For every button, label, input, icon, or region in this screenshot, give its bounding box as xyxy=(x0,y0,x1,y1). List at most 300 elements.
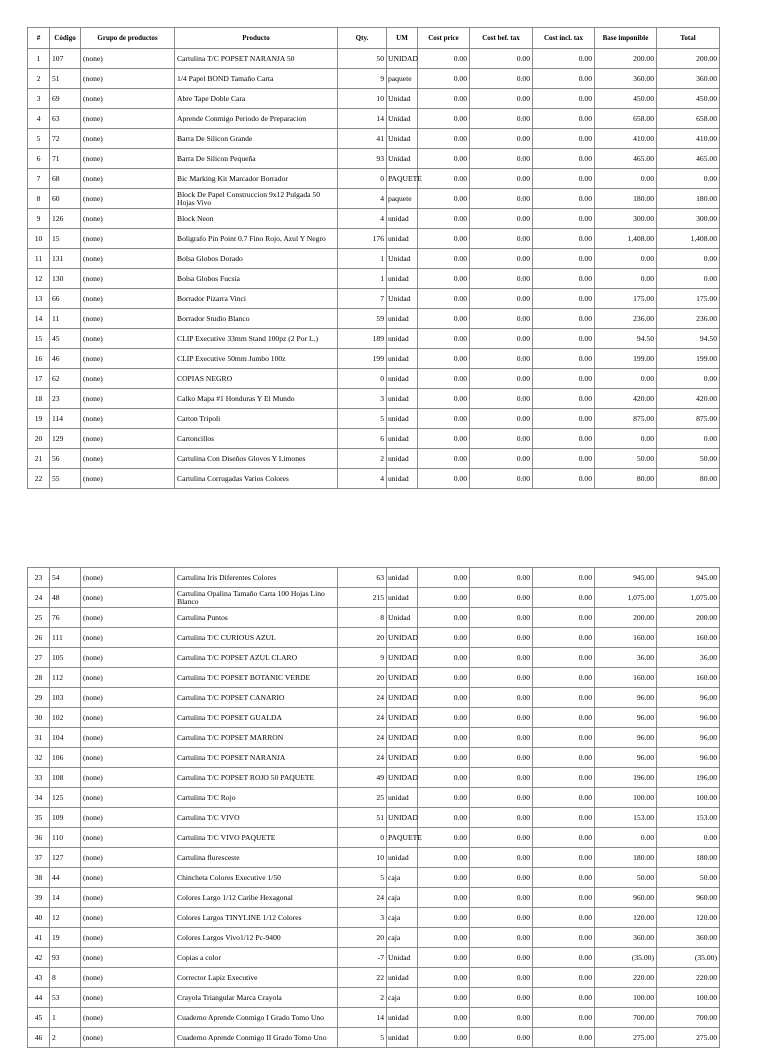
cost-before-tax-cell: 0.00 xyxy=(470,888,533,908)
cost-price-cell: 0.00 xyxy=(418,309,470,329)
product-code-cell: 1 xyxy=(50,1008,81,1028)
cost-before-tax-cell: 0.00 xyxy=(470,249,533,269)
total-cell: 360.00 xyxy=(657,928,720,948)
product-name-cell: Bic Marking Kit Marcador Borrador xyxy=(175,169,338,189)
product-name-cell: Cartulina Corrugadas Varios Colores xyxy=(175,469,338,489)
total-cell: 0.00 xyxy=(657,828,720,848)
table-row xyxy=(28,149,720,169)
product-name-cell: Block De Papel Construccion 9x12 Pulgada 50 Hojas Vivo xyxy=(175,189,338,209)
quantity-cell: 20 xyxy=(338,668,387,688)
cost-price-cell: 0.00 xyxy=(418,588,470,608)
quantity-cell: 9 xyxy=(338,69,387,89)
unit-of-measure-cell: unidad xyxy=(387,848,418,868)
cost-before-tax-cell: 0.00 xyxy=(470,329,533,349)
row-number-cell: 36 xyxy=(28,828,50,848)
product-code-cell: 45 xyxy=(50,329,81,349)
quantity-cell: 3 xyxy=(338,908,387,928)
inventory-table-page-1 xyxy=(27,27,720,489)
taxable-base-cell: 0.00 xyxy=(595,369,657,389)
total-cell: 465.00 xyxy=(657,149,720,169)
cost-price-cell: 0.00 xyxy=(418,888,470,908)
cost-before-tax-cell: 0.00 xyxy=(470,608,533,628)
product-group-cell: (none) xyxy=(81,948,175,968)
unit-of-measure-cell: Unidad xyxy=(387,89,418,109)
column-header-quantity: Qty. xyxy=(338,28,387,49)
cost-before-tax-cell: 0.00 xyxy=(470,728,533,748)
table-row xyxy=(28,848,720,868)
row-number-cell: 40 xyxy=(28,908,50,928)
total-cell: (35.00) xyxy=(657,948,720,968)
quantity-cell: 24 xyxy=(338,688,387,708)
cost-price-cell: 0.00 xyxy=(418,808,470,828)
unit-of-measure-cell: UNIDAD xyxy=(387,648,418,668)
cost-price-cell: 0.00 xyxy=(418,968,470,988)
unit-of-measure-cell: UNIDAD xyxy=(387,49,418,69)
product-name-cell: Cartulina T/C POPSET MARRON xyxy=(175,728,338,748)
taxable-base-cell: 180.00 xyxy=(595,848,657,868)
product-group-cell: (none) xyxy=(81,389,175,409)
total-cell: 100.00 xyxy=(657,788,720,808)
total-cell: 94.50 xyxy=(657,329,720,349)
cost-price-cell: 0.00 xyxy=(418,189,470,209)
table-row xyxy=(28,688,720,708)
quantity-cell: 59 xyxy=(338,309,387,329)
cost-incl-tax-cell: 0.00 xyxy=(533,209,595,229)
cost-incl-tax-cell: 0.00 xyxy=(533,808,595,828)
cost-incl-tax-cell: 0.00 xyxy=(533,149,595,169)
row-number-cell: 20 xyxy=(28,429,50,449)
row-number-cell: 23 xyxy=(28,568,50,588)
cost-before-tax-cell: 0.00 xyxy=(470,109,533,129)
product-group-cell: (none) xyxy=(81,748,175,768)
cost-before-tax-cell: 0.00 xyxy=(470,349,533,369)
quantity-cell: 24 xyxy=(338,728,387,748)
cost-before-tax-cell: 0.00 xyxy=(470,189,533,209)
table-row xyxy=(28,309,720,329)
quantity-cell: 5 xyxy=(338,409,387,429)
quantity-cell: 10 xyxy=(338,848,387,868)
column-header-cost-incl-tax: Cost incl. tax xyxy=(533,28,595,49)
row-number-cell: 28 xyxy=(28,668,50,688)
cost-price-cell: 0.00 xyxy=(418,628,470,648)
product-group-cell: (none) xyxy=(81,788,175,808)
header-row xyxy=(28,28,720,49)
unit-of-measure-cell: unidad xyxy=(387,968,418,988)
product-code-cell: 68 xyxy=(50,169,81,189)
unit-of-measure-cell: unidad xyxy=(387,469,418,489)
product-group-cell: (none) xyxy=(81,369,175,389)
table-row xyxy=(28,608,720,628)
taxable-base-cell: 875.00 xyxy=(595,409,657,429)
taxable-base-cell: 410.00 xyxy=(595,129,657,149)
table-row xyxy=(28,409,720,429)
table-row xyxy=(28,988,720,1008)
unit-of-measure-cell: unidad xyxy=(387,588,418,608)
cost-price-cell: 0.00 xyxy=(418,828,470,848)
table-row xyxy=(28,89,720,109)
cost-before-tax-cell: 0.00 xyxy=(470,588,533,608)
quantity-cell: 20 xyxy=(338,928,387,948)
table-row xyxy=(28,189,720,209)
cost-before-tax-cell: 0.00 xyxy=(470,648,533,668)
cost-incl-tax-cell: 0.00 xyxy=(533,848,595,868)
product-name-cell: Cuaderno Aprende Conmigo I Grado Tomo Uno xyxy=(175,1008,338,1028)
cost-price-cell: 0.00 xyxy=(418,668,470,688)
table-row xyxy=(28,568,720,588)
total-cell: 160.00 xyxy=(657,628,720,648)
total-cell: 50.00 xyxy=(657,868,720,888)
taxable-base-cell: 360.00 xyxy=(595,69,657,89)
taxable-base-cell: 0.00 xyxy=(595,269,657,289)
row-number-cell: 8 xyxy=(28,189,50,209)
row-number-cell: 43 xyxy=(28,968,50,988)
product-code-cell: 12 xyxy=(50,908,81,928)
quantity-cell: -7 xyxy=(338,948,387,968)
cost-price-cell: 0.00 xyxy=(418,868,470,888)
table-row xyxy=(28,968,720,988)
total-cell: 450.00 xyxy=(657,89,720,109)
cost-before-tax-cell: 0.00 xyxy=(470,1028,533,1048)
table-row xyxy=(28,469,720,489)
product-code-cell: 15 xyxy=(50,229,81,249)
cost-price-cell: 0.00 xyxy=(418,1008,470,1028)
product-name-cell: Aprende Conmigo Periodo de Preparacion xyxy=(175,109,338,129)
product-code-cell: 19 xyxy=(50,928,81,948)
cost-incl-tax-cell: 0.00 xyxy=(533,469,595,489)
quantity-cell: 5 xyxy=(338,1028,387,1048)
unit-of-measure-cell: unidad xyxy=(387,429,418,449)
product-code-cell: 60 xyxy=(50,189,81,209)
product-name-cell: Cartulina Iris Diferentes Colores xyxy=(175,568,338,588)
total-cell: 153.00 xyxy=(657,808,720,828)
total-cell: 199.00 xyxy=(657,349,720,369)
quantity-cell: 2 xyxy=(338,988,387,1008)
quantity-cell: 4 xyxy=(338,469,387,489)
quantity-cell: 0 xyxy=(338,169,387,189)
cost-price-cell: 0.00 xyxy=(418,389,470,409)
table-row xyxy=(28,229,720,249)
product-group-cell: (none) xyxy=(81,329,175,349)
unit-of-measure-cell: UNIDAD xyxy=(387,668,418,688)
unit-of-measure-cell: Unidad xyxy=(387,249,418,269)
table-row xyxy=(28,49,720,69)
unit-of-measure-cell: unidad xyxy=(387,349,418,369)
product-code-cell: 48 xyxy=(50,588,81,608)
cost-before-tax-cell: 0.00 xyxy=(470,1008,533,1028)
cost-incl-tax-cell: 0.00 xyxy=(533,708,595,728)
product-name-cell: Cartulina T/C POPSET ROJO 50 PAQUETE xyxy=(175,768,338,788)
product-group-cell: (none) xyxy=(81,349,175,369)
row-number-cell: 33 xyxy=(28,768,50,788)
row-number-cell: 34 xyxy=(28,788,50,808)
cost-price-cell: 0.00 xyxy=(418,748,470,768)
cost-price-cell: 0.00 xyxy=(418,688,470,708)
cost-price-cell: 0.00 xyxy=(418,948,470,968)
table-row xyxy=(28,269,720,289)
product-group-cell: (none) xyxy=(81,209,175,229)
column-header-cost-price: Cost price xyxy=(418,28,470,49)
total-cell: 960.00 xyxy=(657,888,720,908)
product-group-cell: (none) xyxy=(81,269,175,289)
cost-before-tax-cell: 0.00 xyxy=(470,828,533,848)
cost-incl-tax-cell: 0.00 xyxy=(533,788,595,808)
cost-before-tax-cell: 0.00 xyxy=(470,688,533,708)
cost-before-tax-cell: 0.00 xyxy=(470,708,533,728)
total-cell: 96.00 xyxy=(657,708,720,728)
product-name-cell: Calko Mapa #1 Honduras Y El Mundo xyxy=(175,389,338,409)
product-code-cell: 129 xyxy=(50,429,81,449)
total-cell: 410.00 xyxy=(657,129,720,149)
product-code-cell: 14 xyxy=(50,888,81,908)
cost-incl-tax-cell: 0.00 xyxy=(533,948,595,968)
taxable-base-cell: 96.00 xyxy=(595,748,657,768)
cost-before-tax-cell: 0.00 xyxy=(470,968,533,988)
unit-of-measure-cell: UNIDAD xyxy=(387,628,418,648)
taxable-base-cell: 0.00 xyxy=(595,429,657,449)
cost-incl-tax-cell: 0.00 xyxy=(533,1028,595,1048)
product-name-cell: Cartulina Puntos xyxy=(175,608,338,628)
taxable-base-cell: 96.00 xyxy=(595,728,657,748)
quantity-cell: 4 xyxy=(338,209,387,229)
product-name-cell: CLIP Executive 33mm Stand 100pz (2 Por L.) xyxy=(175,329,338,349)
product-code-cell: 66 xyxy=(50,289,81,309)
total-cell: 275.00 xyxy=(657,1028,720,1048)
product-name-cell: Cartulina T/C POPSET CANARIO xyxy=(175,688,338,708)
unit-of-measure-cell: Unidad xyxy=(387,289,418,309)
product-group-cell: (none) xyxy=(81,49,175,69)
taxable-base-cell: 199.00 xyxy=(595,349,657,369)
total-cell: 1,075.00 xyxy=(657,588,720,608)
cost-price-cell: 0.00 xyxy=(418,289,470,309)
row-number-cell: 24 xyxy=(28,588,50,608)
quantity-cell: 3 xyxy=(338,389,387,409)
total-cell: 236.00 xyxy=(657,309,720,329)
table-row xyxy=(28,768,720,788)
product-group-cell: (none) xyxy=(81,868,175,888)
product-group-cell: (none) xyxy=(81,708,175,728)
row-number-cell: 14 xyxy=(28,309,50,329)
cost-price-cell: 0.00 xyxy=(418,209,470,229)
product-name-cell: Cuaderno Aprende Conmigo II Grado Tomo Uno xyxy=(175,1028,338,1048)
row-number-cell: 32 xyxy=(28,748,50,768)
row-number-cell: 41 xyxy=(28,928,50,948)
product-name-cell: Colores Largo 1/12 Caribe Hexagonal xyxy=(175,888,338,908)
total-cell: 0.00 xyxy=(657,249,720,269)
product-code-cell: 112 xyxy=(50,668,81,688)
unit-of-measure-cell: unidad xyxy=(387,449,418,469)
taxable-base-cell: 420.00 xyxy=(595,389,657,409)
unit-of-measure-cell: unidad xyxy=(387,1008,418,1028)
total-cell: 875.00 xyxy=(657,409,720,429)
taxable-base-cell: 960.00 xyxy=(595,888,657,908)
cost-incl-tax-cell: 0.00 xyxy=(533,1008,595,1028)
table-row xyxy=(28,129,720,149)
cost-incl-tax-cell: 0.00 xyxy=(533,988,595,1008)
row-number-cell: 3 xyxy=(28,89,50,109)
unit-of-measure-cell: unidad xyxy=(387,209,418,229)
taxable-base-cell: 175.00 xyxy=(595,289,657,309)
product-name-cell: Cartulina Con Diseños Glovos Y Limones xyxy=(175,449,338,469)
cost-before-tax-cell: 0.00 xyxy=(470,269,533,289)
row-number-cell: 44 xyxy=(28,988,50,1008)
cost-price-cell: 0.00 xyxy=(418,149,470,169)
product-code-cell: 109 xyxy=(50,808,81,828)
taxable-base-cell: 275.00 xyxy=(595,1028,657,1048)
table-row xyxy=(28,908,720,928)
product-code-cell: 108 xyxy=(50,768,81,788)
cost-before-tax-cell: 0.00 xyxy=(470,309,533,329)
total-cell: 175.00 xyxy=(657,289,720,309)
unit-of-measure-cell: UNIDAD xyxy=(387,808,418,828)
quantity-cell: 93 xyxy=(338,149,387,169)
cost-incl-tax-cell: 0.00 xyxy=(533,668,595,688)
cost-incl-tax-cell: 0.00 xyxy=(533,449,595,469)
product-group-cell: (none) xyxy=(81,688,175,708)
taxable-base-cell: 180.00 xyxy=(595,189,657,209)
cost-price-cell: 0.00 xyxy=(418,568,470,588)
row-number-cell: 22 xyxy=(28,469,50,489)
taxable-base-cell: 360.00 xyxy=(595,928,657,948)
column-header-product-name: Producto xyxy=(175,28,338,49)
table-row xyxy=(28,109,720,129)
product-code-cell: 54 xyxy=(50,568,81,588)
product-code-cell: 111 xyxy=(50,628,81,648)
cost-incl-tax-cell: 0.00 xyxy=(533,648,595,668)
cost-before-tax-cell: 0.00 xyxy=(470,848,533,868)
column-header-total: Total xyxy=(657,28,720,49)
product-code-cell: 107 xyxy=(50,49,81,69)
cost-before-tax-cell: 0.00 xyxy=(470,229,533,249)
quantity-cell: 10 xyxy=(338,89,387,109)
row-number-cell: 19 xyxy=(28,409,50,429)
row-number-cell: 29 xyxy=(28,688,50,708)
product-code-cell: 130 xyxy=(50,269,81,289)
quantity-cell: 2 xyxy=(338,449,387,469)
cost-price-cell: 0.00 xyxy=(418,429,470,449)
cost-price-cell: 0.00 xyxy=(418,229,470,249)
total-cell: 220.00 xyxy=(657,968,720,988)
taxable-base-cell: (35.00) xyxy=(595,948,657,968)
quantity-cell: 14 xyxy=(338,1008,387,1028)
product-name-cell: COPIAS NEGRO xyxy=(175,369,338,389)
cost-incl-tax-cell: 0.00 xyxy=(533,189,595,209)
taxable-base-cell: 100.00 xyxy=(595,988,657,1008)
product-group-cell: (none) xyxy=(81,848,175,868)
product-name-cell: Borrador Pizarra Vinci xyxy=(175,289,338,309)
taxable-base-cell: 945.00 xyxy=(595,568,657,588)
unit-of-measure-cell: unidad xyxy=(387,369,418,389)
product-name-cell: Colores Largos Vivo1/12 Pc-9400 xyxy=(175,928,338,948)
product-code-cell: 44 xyxy=(50,868,81,888)
cost-incl-tax-cell: 0.00 xyxy=(533,888,595,908)
taxable-base-cell: 1,075.00 xyxy=(595,588,657,608)
total-cell: 196.00 xyxy=(657,768,720,788)
unit-of-measure-cell: unidad xyxy=(387,309,418,329)
product-name-cell: Cartulina T/C POPSET AZUL CLARO xyxy=(175,648,338,668)
product-name-cell: Cartulina T/C POPSET NARANJA 50 xyxy=(175,49,338,69)
cost-price-cell: 0.00 xyxy=(418,768,470,788)
table-row xyxy=(28,708,720,728)
quantity-cell: 1 xyxy=(338,249,387,269)
product-code-cell: 104 xyxy=(50,728,81,748)
row-number-cell: 26 xyxy=(28,628,50,648)
column-header-taxable-base: Base imponible xyxy=(595,28,657,49)
product-group-cell: (none) xyxy=(81,129,175,149)
product-code-cell: 93 xyxy=(50,948,81,968)
cost-before-tax-cell: 0.00 xyxy=(470,289,533,309)
cost-incl-tax-cell: 0.00 xyxy=(533,349,595,369)
taxable-base-cell: 160.00 xyxy=(595,628,657,648)
cost-incl-tax-cell: 0.00 xyxy=(533,908,595,928)
table-row xyxy=(28,828,720,848)
cost-price-cell: 0.00 xyxy=(418,329,470,349)
product-group-cell: (none) xyxy=(81,668,175,688)
quantity-cell: 49 xyxy=(338,768,387,788)
total-cell: 945.00 xyxy=(657,568,720,588)
taxable-base-cell: 700.00 xyxy=(595,1008,657,1028)
taxable-base-cell: 94.50 xyxy=(595,329,657,349)
product-group-cell: (none) xyxy=(81,608,175,628)
cost-incl-tax-cell: 0.00 xyxy=(533,129,595,149)
unit-of-measure-cell: Unidad xyxy=(387,129,418,149)
total-cell: 1,408.00 xyxy=(657,229,720,249)
row-number-cell: 2 xyxy=(28,69,50,89)
row-number-cell: 13 xyxy=(28,289,50,309)
unit-of-measure-cell: UNIDAD xyxy=(387,748,418,768)
taxable-base-cell: 50.00 xyxy=(595,449,657,469)
cost-incl-tax-cell: 0.00 xyxy=(533,748,595,768)
product-group-cell: (none) xyxy=(81,968,175,988)
unit-of-measure-cell: caja xyxy=(387,868,418,888)
product-name-cell: Boligrafo Pin Point 0.7 Fino Rojo, Azul Y Negro xyxy=(175,229,338,249)
quantity-cell: 6 xyxy=(338,429,387,449)
taxable-base-cell: 0.00 xyxy=(595,169,657,189)
cost-incl-tax-cell: 0.00 xyxy=(533,688,595,708)
cost-incl-tax-cell: 0.00 xyxy=(533,269,595,289)
cost-incl-tax-cell: 0.00 xyxy=(533,728,595,748)
quantity-cell: 50 xyxy=(338,49,387,69)
unit-of-measure-cell: Unidad xyxy=(387,948,418,968)
product-group-cell: (none) xyxy=(81,229,175,249)
product-group-cell: (none) xyxy=(81,449,175,469)
taxable-base-cell: 1,408.00 xyxy=(595,229,657,249)
total-cell: 120.00 xyxy=(657,908,720,928)
product-code-cell: 76 xyxy=(50,608,81,628)
product-name-cell: Corrector Lapiz Executive xyxy=(175,968,338,988)
taxable-base-cell: 0.00 xyxy=(595,828,657,848)
quantity-cell: 24 xyxy=(338,708,387,728)
product-name-cell: Bolsa Globos Fucsia xyxy=(175,269,338,289)
product-group-cell: (none) xyxy=(81,249,175,269)
product-code-cell: 127 xyxy=(50,848,81,868)
cost-price-cell: 0.00 xyxy=(418,928,470,948)
cost-before-tax-cell: 0.00 xyxy=(470,748,533,768)
cost-price-cell: 0.00 xyxy=(418,648,470,668)
cost-price-cell: 0.00 xyxy=(418,249,470,269)
product-code-cell: 63 xyxy=(50,109,81,129)
cost-before-tax-cell: 0.00 xyxy=(470,808,533,828)
column-header-row-number: # xyxy=(28,28,50,49)
product-code-cell: 131 xyxy=(50,249,81,269)
table-row xyxy=(28,648,720,668)
cost-before-tax-cell: 0.00 xyxy=(470,129,533,149)
row-number-cell: 12 xyxy=(28,269,50,289)
table-row xyxy=(28,728,720,748)
taxable-base-cell: 196.00 xyxy=(595,768,657,788)
cost-price-cell: 0.00 xyxy=(418,608,470,628)
unit-of-measure-cell: UNIDAD xyxy=(387,688,418,708)
cost-before-tax-cell: 0.00 xyxy=(470,89,533,109)
